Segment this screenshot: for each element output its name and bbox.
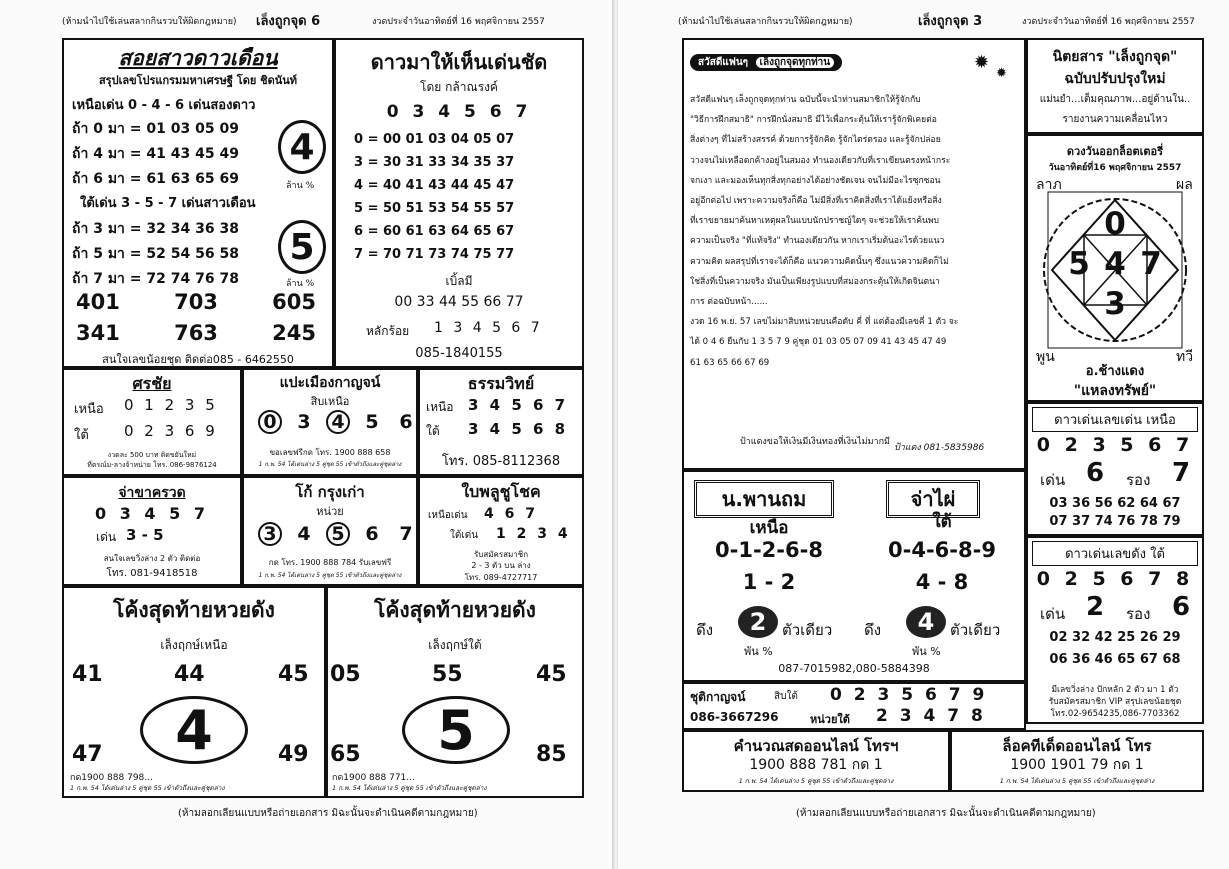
greeting-badge <box>690 54 842 71</box>
greeting-line: งวด 16 พ.ย. 57 เลขไม่มาสิบหน่วยบนคือดับ คี่ ที่ แต่ต้องมีเลขคี่ 1 ตัว จะ <box>690 317 959 328</box>
sornchai-note: งวดละ 500 บาท ติดขยันใหม่ <box>107 451 197 459</box>
davden-south-note: มีเลขวิ่งล่าง ปักหลัก 2 ตัว มา 1 ตัว <box>1051 685 1179 695</box>
lottery-chart-author: อ.ช้างแดง <box>1085 364 1145 379</box>
big-number: 401 <box>76 290 120 314</box>
sornchai-note: ที่ตรณ์ม-ลางจ้าหน่าย โทร. 086-9876124 <box>87 461 217 469</box>
soisao-top-row: ถ้า 4 มา = 41 43 45 49 <box>72 146 239 162</box>
right-footer-notice: (ห้ามลอกเลียนแบบหรือถ่ายเอกสาร มิฉะนั้นจะดำเนินคดีตามกฎหมาย) <box>796 808 1096 819</box>
lottery-chart-title: ดวงวันออกล็อตเตอรี่ <box>1066 145 1164 158</box>
khong-number: 41 <box>72 662 103 687</box>
ko-digits <box>258 522 418 546</box>
left-header-title: เล็งถูกจุด 6 <box>256 14 321 29</box>
big-number: 763 <box>174 321 218 345</box>
khong-number: 55 <box>432 662 463 687</box>
paemuang-subtitle: สิบเหนือ <box>310 395 350 408</box>
magazine-line: รายงานความเคลื่อนไหว <box>1062 114 1168 125</box>
thammawit-box <box>418 368 584 476</box>
ringed-digit: 4 <box>326 410 350 434</box>
sornchai-bottom: 0 2 3 6 9 <box>124 422 218 440</box>
soisao-box <box>62 38 334 368</box>
kamnuan-phone: 1900 888 781 กด 1 <box>749 757 883 773</box>
japai-title: จ่าไผ่ <box>886 480 980 518</box>
greeting-line: การ ต่อฉบับหน้า...... <box>690 297 768 308</box>
right-header-date: งวดประจำวันอาทิตย์ที่ 16 พฤศจิกายน 2557 <box>1022 17 1195 27</box>
davden-north-title: ดาวเด่นเลขเด่น เหนือ <box>1032 407 1198 432</box>
jaokaruet-phone: โทร. 081-9418518 <box>106 568 198 579</box>
khong-south-subtitle: เล็งฤกษ์ใต้ <box>428 638 482 652</box>
soisao-title: สอยสาวดาวเดือน <box>118 46 278 70</box>
npanom-japai-box <box>682 470 1026 682</box>
thammawit-top: 3 4 5 6 7 <box>468 396 569 414</box>
greeting-line: สิ่งต่างๆ ที่ไม่สร้างสรรค์ ด้วยการรู้จักคิด รู้จักไตร่ตรอง และรู้จักปล่อย <box>690 135 941 146</box>
greeting-box <box>682 38 1026 470</box>
lottery-chart-date: วันอาทิตย์ที่16 พฤศจิกายน 2557 <box>1048 163 1182 173</box>
chutikan-sib-label: สิบใต้ <box>774 691 798 702</box>
shared-contact: 087-7015982,080-5884398 <box>778 662 930 675</box>
thammawit-title: ธรรมวิทย์ <box>467 374 535 393</box>
khong-north-note: 1 ก.พ. 54 ได้เด่นล่าง 5 คู่ชุด 55 เข้าตัวถึงและคู่ชุดล่าง <box>70 784 225 792</box>
davden-north-rong-label: รอง <box>1126 471 1151 489</box>
left-header-notice: (ห้ามนำไปใช้เล่นสลากกินรวบให้ผิดกฎหมาย) <box>62 17 237 27</box>
jaokaruet-note: สนใจเลขวิ่งล่าง 2 ตัว ติดต่อ <box>103 554 201 563</box>
jaokaruet-box <box>62 476 242 586</box>
khong-south-note: 1 ก.พ. 54 ได้เด่นล่าง 5 คู่ชุด 55 เข้าตัวถึงและคู่ชุดล่าง <box>332 784 487 792</box>
greeting-signature: ป้าแดง 081-5835986 <box>894 443 985 453</box>
khong-south-phone: กด1900 888 771... <box>332 773 415 783</box>
jaokaruet-title: จ่าขาครวด <box>118 485 186 501</box>
npanom-title: น.พานถม <box>694 480 834 518</box>
sornchai-top: 0 1 2 3 5 <box>124 396 218 414</box>
sornchai-title: ศรชัย <box>132 374 172 393</box>
lottery-center-digit: 4 <box>1104 246 1126 282</box>
daoma-row: 5 = 50 51 53 54 55 57 <box>354 201 515 216</box>
right-header-notice: (ห้ามนำไปใช้เล่นสลากกินรวบให้ผิดกฎหมาย) <box>678 17 853 27</box>
thammawit-phone: โทร. 085-8112368 <box>441 454 561 469</box>
lok-box <box>950 730 1204 792</box>
davden-south-rong: 6 <box>1172 592 1191 622</box>
soisao-top-circle: 4 <box>278 120 326 174</box>
sparkle-icon: ✹ <box>974 52 990 73</box>
japai-single: ตัวเดียว <box>950 621 1001 639</box>
lok-note: 1 ก.พ. 54 ได้เด่นล่าง 5 คู่ชุด 55 เข้าตัวถึงและคู่ชุดล่าง <box>999 777 1155 785</box>
soisao-bottom-label: ใต้เด่น 3 - 5 - 7 เด่นสาวเดือน <box>80 196 256 211</box>
kamnuan-box <box>682 730 950 792</box>
soisao-bottom-row: ถ้า 3 มา = 32 34 36 38 <box>72 221 239 237</box>
bailot-bottom-label: ใต้เด่น <box>450 530 479 541</box>
digit: 3 <box>297 411 311 433</box>
jaokaruet-den-label: เด่น <box>96 530 117 544</box>
khong-number: 44 <box>174 662 205 687</box>
davden-north-pairs: 03 36 56 62 64 67 <box>1049 496 1181 511</box>
davden-south-title: ดาวเด่นเลขดัง ใต้ <box>1032 541 1198 566</box>
khong-south-box <box>326 586 584 798</box>
chutikan-unit-label: หน่วยใต้ <box>810 713 850 726</box>
khong-south-title: โค้งสุดท้ายหวยดัง <box>374 598 536 622</box>
greeting-line: ที่เราขยายมาค้นหาเหตุผลในแบบนักปราชญ์ใดๆ จะช่วยให้เราค้นพบ <box>690 216 940 227</box>
big-number: 703 <box>174 290 218 314</box>
khong-number: 49 <box>278 742 309 767</box>
lok-phone: 1900 1901 79 กด 1 <box>1010 757 1144 773</box>
lottery-corner: พูน <box>1036 349 1055 365</box>
npanom-pair: 1 - 2 <box>742 570 796 594</box>
ko-title: โก้ กรุงเก่า <box>295 483 365 501</box>
bailot-title: ใบพลูชูโชค <box>461 482 541 501</box>
bailot-note: 2 - 3 ตัว บน ล่าง <box>471 561 531 570</box>
lottery-left-digit: 5 <box>1068 246 1090 282</box>
sornchai-top-label: เหนือ <box>74 402 104 417</box>
greeting-line: สวัสดีแฟนๆ เล็งถูกจุดทุกท่าน ฉบับนี้จะนำท่านสมาชิกให้รู้จักกับ <box>690 95 921 105</box>
chutikan-box <box>682 682 1026 730</box>
bailot-top: 4 6 7 <box>484 506 538 522</box>
chutikan-name: ชุติกาญจน์ <box>690 690 746 704</box>
big-number: 341 <box>76 321 120 345</box>
davden-north-den: 6 <box>1086 458 1105 488</box>
bailot-top-label: เหนือเด่น <box>428 510 468 521</box>
daoma-box <box>334 38 584 368</box>
khong-north-center: 4 <box>140 696 248 764</box>
lottery-corner: ทวี <box>1176 349 1194 365</box>
daoma-title: ดาวมาให้เห็นเด่นชัด <box>370 50 548 74</box>
soisao-big-row-2 <box>76 321 316 345</box>
lok-title: ล็อคทีเด็ดออนไลน์ โทร <box>1002 737 1152 755</box>
khong-north-title: โค้งสุดท้ายหวยดัง <box>113 598 275 622</box>
daoma-beu: 00 33 44 55 66 77 <box>394 294 524 310</box>
daoma-row: 3 = 30 31 33 34 35 37 <box>354 155 515 170</box>
soisao-top-row: ถ้า 0 มา = 01 03 05 09 <box>72 121 239 137</box>
khong-number: 47 <box>72 742 103 767</box>
ko-subtitle: หน่วย <box>316 505 344 518</box>
davden-north-rong: 7 <box>1172 458 1191 488</box>
ko-note: กด โทร. 1900 888 784 รับเลขฟรี <box>268 558 392 567</box>
daoma-hundreds-label: หลักร้อย <box>366 324 410 338</box>
japai-top-label: ใต้ <box>932 512 952 532</box>
digit: 6 <box>399 411 413 433</box>
soisao-bottom-circle-label: ล้าน % <box>286 279 315 289</box>
davden-south-phone: โทร.02-9654235,086-7703362 <box>1050 709 1180 719</box>
lottery-bottom-digit: 3 <box>1104 286 1126 322</box>
greeting-line: ความเป็นจริง "ที่แท้จริง" ทำนองเดียวกัน หากเราเริ่มต้นอะไรด้วยแนว <box>690 236 945 247</box>
paemuang-note: 1 ก.พ. 54 ได้เด่นล่าง 5 คู่ชุด 55 เข้าตัวถึงและคู่ชุดล่าง <box>258 461 402 468</box>
khong-number: 05 <box>330 662 361 687</box>
khong-north-box <box>62 586 326 798</box>
khong-number: 45 <box>536 662 567 687</box>
soisao-contact: สนใจเลขน้อยชุด ติดต่อ085 - 6462550 <box>102 353 294 366</box>
big-number: 605 <box>272 290 316 314</box>
daoma-row: 4 = 40 41 43 44 45 47 <box>354 178 515 193</box>
daoma-row: 7 = 70 71 73 74 75 77 <box>354 247 515 262</box>
japai-disc: 4 <box>906 606 946 638</box>
soisao-top-circle-label: ล้าน % <box>286 181 315 191</box>
paemuang-box <box>242 368 418 476</box>
bailot-note: รับสมัครสมาชิก <box>473 550 529 559</box>
right-page <box>618 0 1229 869</box>
davden-south-den-label: เด่น <box>1040 605 1066 623</box>
ringed-digit: 0 <box>258 410 282 434</box>
magazine-line: แม่นยำ...เต็มคุณภาพ...อยู่ด้านใน.. <box>1039 94 1191 105</box>
ko-box <box>242 476 418 586</box>
ringed-digit: 5 <box>326 522 350 546</box>
khong-number: 65 <box>330 742 361 767</box>
daoma-beu-label: เบิ้ลมี <box>445 274 473 288</box>
lottery-chart-brand: "แหลงทรัพย์" <box>1073 383 1157 399</box>
left-footer-notice: (ห้ามลอกเลียนแบบหรือถ่ายเอกสาร มิฉะนั้นจะดำเนินคดีตามกฎหมาย) <box>178 808 478 819</box>
daoma-row: 6 = 60 61 63 64 65 67 <box>354 224 515 239</box>
khong-number: 45 <box>278 662 309 687</box>
daoma-hundreds: 1 3 4 5 6 7 <box>434 320 543 336</box>
digit: 5 <box>365 411 379 433</box>
greeting-line: ความคิด ผลสรุปที่เราจะได้ก็คือ แนวความคิดนั้นๆ ซึ่งแนวความคิดก็ไม่ <box>690 256 949 267</box>
greeting-line: วางจนไม่เหลือตกค้างอยู่ในสมอง ทำนองเดียวกับที่เราเขียนตรงหน้ากระ <box>690 155 951 166</box>
khong-south-center: 5 <box>402 696 510 764</box>
soisao-subtitle: สรุปเลขโปรแกรมมหาเศรษฐี โดย ชิดนันท์ <box>98 74 298 87</box>
npanom-dueng: ดึง <box>696 621 714 639</box>
magazine-box <box>1026 38 1204 134</box>
davden-south-digits: 0 2 5 6 7 8 <box>1036 568 1194 590</box>
japai-top: 0-4-6-8-9 <box>888 538 996 562</box>
khong-north-phone: กด1900 888 798... <box>70 773 153 783</box>
ko-note: 1 ก.พ. 54 ได้เด่นล่าง 5 คู่ชุด 55 เข้าตัวถึงและคู่ชุดล่าง <box>258 572 402 579</box>
soisao-bottom-row: ถ้า 5 มา = 52 54 56 58 <box>72 246 239 262</box>
soisao-top-row: ถ้า 6 มา = 61 63 65 69 <box>72 171 239 187</box>
paemuang-note: ขอเลขฟรีกด โทร. 1900 888 658 <box>269 448 391 457</box>
soisao-top-label: เหนือเด่น 0 - 4 - 6 เด่นสองดาว <box>72 98 256 113</box>
greeting-line: ได้ 0 4 6 ยืนกับ 1 3 5 7 9 คู่ชุด 01 03 05 07 09 41 43 45 47 49 <box>690 337 947 348</box>
jaokaruet-digits: 0 3 4 5 7 <box>95 504 209 523</box>
daoma-row: 0 = 00 01 03 04 05 07 <box>354 132 515 147</box>
kamnuan-title: คำนวณสดออนไลน์ โทรฯ <box>733 737 899 755</box>
npanom-top-label: เหนือ <box>749 518 789 538</box>
digit: 6 <box>365 523 379 545</box>
greeting-closing: ป้าแดงขอให้เงินมีเงินทองที่เงินไม่มากมี <box>740 437 890 447</box>
magazine-line: ฉบับปรับปรุงใหม่ <box>1064 71 1166 87</box>
ringed-digit: 3 <box>258 522 282 546</box>
sparkle-icon: ✹ <box>996 66 1007 81</box>
greeting-line: 61 63 65 66 67 69 <box>690 357 770 368</box>
davden-south-den: 2 <box>1086 592 1105 622</box>
japai-million: พัน % <box>912 645 941 658</box>
npanom-single: ตัวเดียว <box>782 621 833 639</box>
daoma-digits: 0 3 4 5 6 7 <box>386 102 532 122</box>
davden-north-den-label: เด่น <box>1040 471 1066 489</box>
khong-north-subtitle: เล็งฤกษ์เหนือ <box>160 638 228 652</box>
magazine-line: นิตยสาร "เล็งถูกจุด" <box>1052 49 1178 65</box>
digit: 7 <box>399 523 413 545</box>
daoma-phone: 085-1840155 <box>415 346 503 361</box>
lottery-top-digit: 0 <box>1104 206 1126 242</box>
left-page <box>0 0 614 869</box>
soisao-bottom-row: ถ้า 7 มา = 72 74 76 78 <box>72 271 239 287</box>
chutikan-phone: 086-3667296 <box>690 710 779 724</box>
davden-north-digits: 0 2 3 5 6 7 <box>1036 434 1194 456</box>
sornchai-box <box>62 368 242 476</box>
chutikan-unit: 2 3 4 7 8 <box>876 706 986 726</box>
lottery-chart-box <box>1026 134 1204 402</box>
greeting-line: ใช่สิ่งที่เป็นความจริง มันเป็นเพียงรูปแบบที่สมองกระตุ้นให้เกิดจินตนา <box>690 276 940 287</box>
jaokaruet-den: 3 - 5 <box>126 526 164 544</box>
davden-south-note: รับสมัครสมาชิก VIP สรุปเลขน้อยชุด <box>1048 697 1182 707</box>
soisao-bottom-circle: 5 <box>278 220 326 274</box>
npanom-million: พัน % <box>744 645 773 658</box>
greeting-line: จกเงา และมองเห็นทุกสิ่งทุกอย่างได้อย่างชัดเจน จนไม่มีอะไรซุกซอน <box>690 175 941 186</box>
japai-dueng: ดึง <box>864 621 882 639</box>
greeting-line: อยู่อีกต่อไป เพราะความจริงก็คือ ไม่มีสิ่งที่เราคิดสิ่งที่เราได้แย้งหรือสิ่ง <box>690 196 942 207</box>
khong-number: 85 <box>536 742 567 767</box>
npanom-top: 0-1-2-6-8 <box>715 538 823 562</box>
bailot-box <box>418 476 584 586</box>
soisao-big-row-1 <box>76 290 316 314</box>
greeting-line: "วิธีการฝึกสมาธิ" การฝึกนั่งสมาธิ มีไว้เพื่อกระตุ้นให้เรารู้จักพิเคยต่อ <box>690 115 937 126</box>
davden-south-box <box>1026 536 1204 724</box>
thammawit-bottom: 3 4 5 6 8 <box>468 420 569 438</box>
right-header-title: เล็งถูกจุด 3 <box>918 14 983 29</box>
left-header-date: งวดประจำวันอาทิตย์ที่ 16 พฤศจิกายน 2557 <box>372 17 545 27</box>
thammawit-top-label: เหนือ <box>426 400 454 414</box>
paemuang-title: แปะเมืองกาญจน์ <box>279 375 381 391</box>
greeting-text <box>690 90 1020 373</box>
kamnuan-note: 1 ก.พ. 54 ได้เด่นล่าง 5 คู่ชุด 55 เข้าตัวถึงและคู่ชุดล่าง <box>738 777 894 785</box>
digit: 4 <box>297 523 311 545</box>
lottery-corner: ลาภ <box>1036 177 1062 193</box>
davden-south-pairs: 06 36 46 65 67 68 <box>1049 652 1181 667</box>
big-number: 245 <box>272 321 316 345</box>
npanom-disc: 2 <box>738 606 778 638</box>
davden-north-pairs: 07 37 74 76 78 79 <box>1049 514 1181 529</box>
japai-pair: 4 - 8 <box>915 570 969 594</box>
davden-south-rong-label: รอง <box>1126 605 1151 623</box>
bailot-bottom: 1 2 3 4 <box>496 526 571 542</box>
paemuang-digits <box>258 410 418 434</box>
davden-north-box <box>1026 402 1204 536</box>
lottery-corner: ผล <box>1176 177 1193 193</box>
greeting-badge-part: สวัสดีแฟนๆ <box>698 57 749 68</box>
sornchai-bottom-label: ใต้ <box>74 428 89 443</box>
bailot-phone: โทร. 089-4727717 <box>464 573 538 582</box>
thammawit-bottom-label: ใต้ <box>426 424 440 438</box>
davden-south-pairs: 02 32 42 25 26 29 <box>1049 630 1181 645</box>
daoma-author: โดย กล้าณรงค์ <box>420 80 498 94</box>
chutikan-sib: 0 2 3 5 6 7 9 <box>830 685 988 705</box>
lottery-right-digit: 7 <box>1140 246 1162 282</box>
greeting-badge-part: เล็งถูกจุดทุกท่าน <box>756 57 835 68</box>
